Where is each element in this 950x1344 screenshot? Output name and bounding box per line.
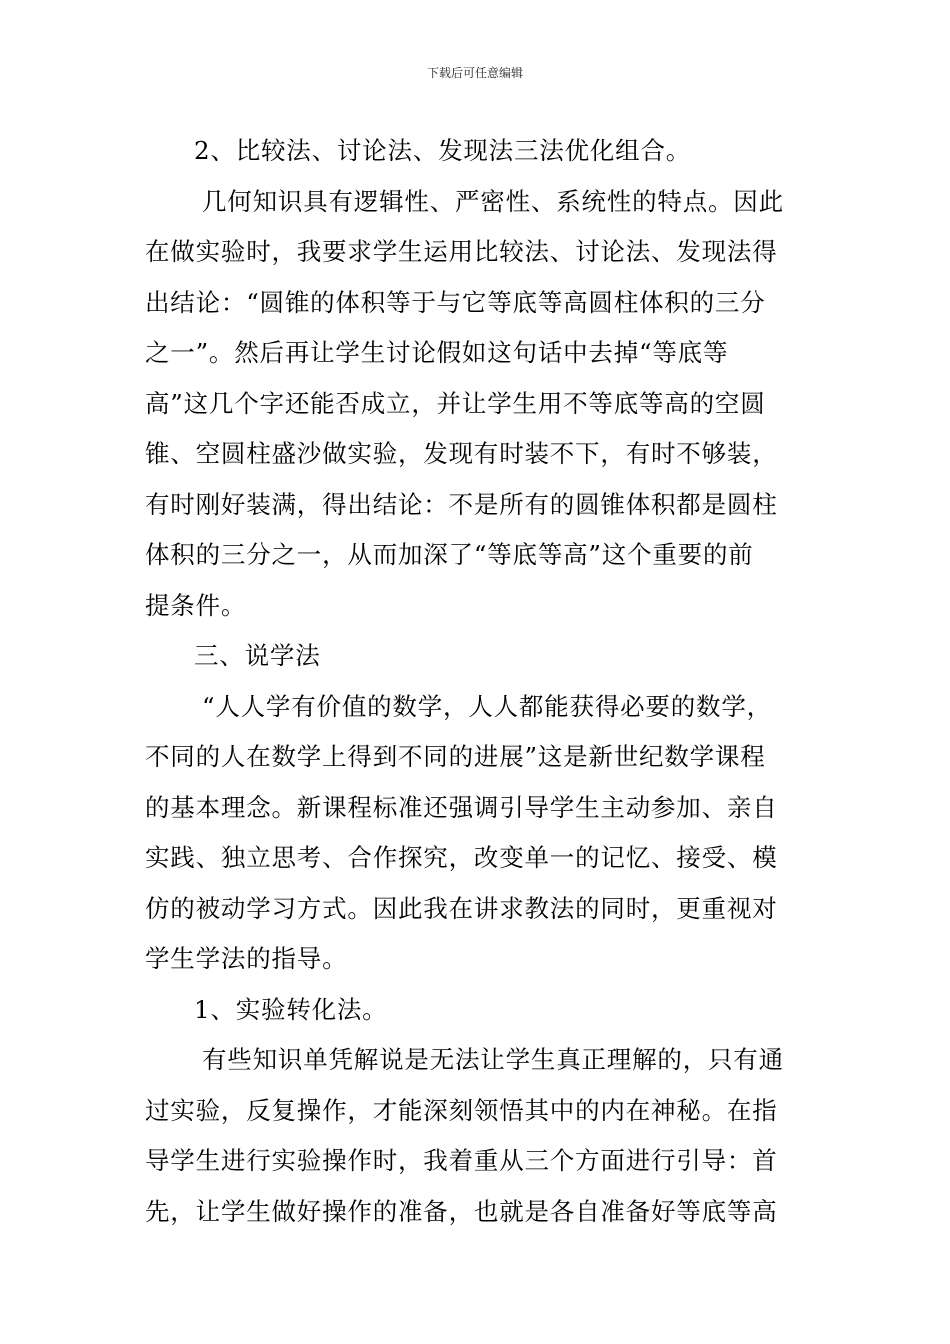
text-line: 几何知识具有逻辑性、严密性、系统性的特点。因此: [202, 186, 784, 216]
text-line: 锥、空圆柱盛沙做实验，发现有时装不下，有时不够装，: [145, 439, 778, 468]
paragraph-curriculum-philosophy: [145, 682, 805, 985]
paragraph-geometry-experiment: [145, 177, 805, 632]
text-line: “人人学有价值的数学，人人都能获得必要的数学，: [202, 691, 772, 721]
text-line: 之一”。然后再让学生讨论假如这句话中去掉“等底等: [145, 338, 729, 367]
text-line: 的基本理念。新课程标准还强调引导学生主动参加、亲自: [145, 792, 778, 822]
text-line: 有时刚好装满，得出结论：不是所有的圆锥体积都是圆柱: [145, 489, 778, 519]
text-line: 三、说学法: [194, 641, 321, 670]
text-line: 高”这几个字还能否成立，并让学生用不等底等高的空圆: [145, 388, 766, 418]
text-line: 不同的人在数学上得到不同的进展”这是新世纪数学课程: [145, 742, 766, 771]
text-line: 出结论：“圆锥的体积等于与它等底等高圆柱体积的三分: [145, 287, 766, 317]
text-line: 先，让学生做好操作的准备，也就是各自准备好等底等高: [145, 1196, 778, 1226]
text-line: 提条件。: [145, 590, 247, 620]
page-header: 下载后可任意编辑: [426, 66, 523, 80]
text-line: 体积的三分之一，从而加深了“等底等高”这个重要的前: [145, 540, 754, 569]
text-line: 过实验，反复操作，才能深刻领悟其中的内在神秘。在指: [145, 1095, 778, 1125]
text-line: 2、比较法、讨论法、发现法三法优化组合。: [194, 136, 692, 165]
text-line: 有些知识单凭解说是无法让学生真正理解的，只有通: [202, 1045, 784, 1074]
section-heading-learning-method: [145, 631, 805, 682]
text-line: 在做实验时，我要求学生运用比较法、讨论法、发现法得: [145, 237, 778, 266]
subheading-experiment-transform: [145, 985, 805, 1036]
text-line: 导学生进行实验操作时，我着重从三个方面进行引导：首: [145, 1146, 778, 1175]
document-body: [145, 126, 805, 1237]
paragraph-method-combination: [145, 126, 805, 177]
paragraph-experiment-guidance: [145, 1035, 805, 1237]
text-line: 仿的被动学习方式。因此我在讲求教法的同时，更重视对: [145, 893, 778, 923]
text-line: 1、实验转化法。: [194, 994, 388, 1024]
text-line: 学生学法的指导。: [145, 944, 348, 973]
text-line: 实践、独立思考、合作探究，改变单一的记忆、接受、模: [145, 843, 778, 872]
